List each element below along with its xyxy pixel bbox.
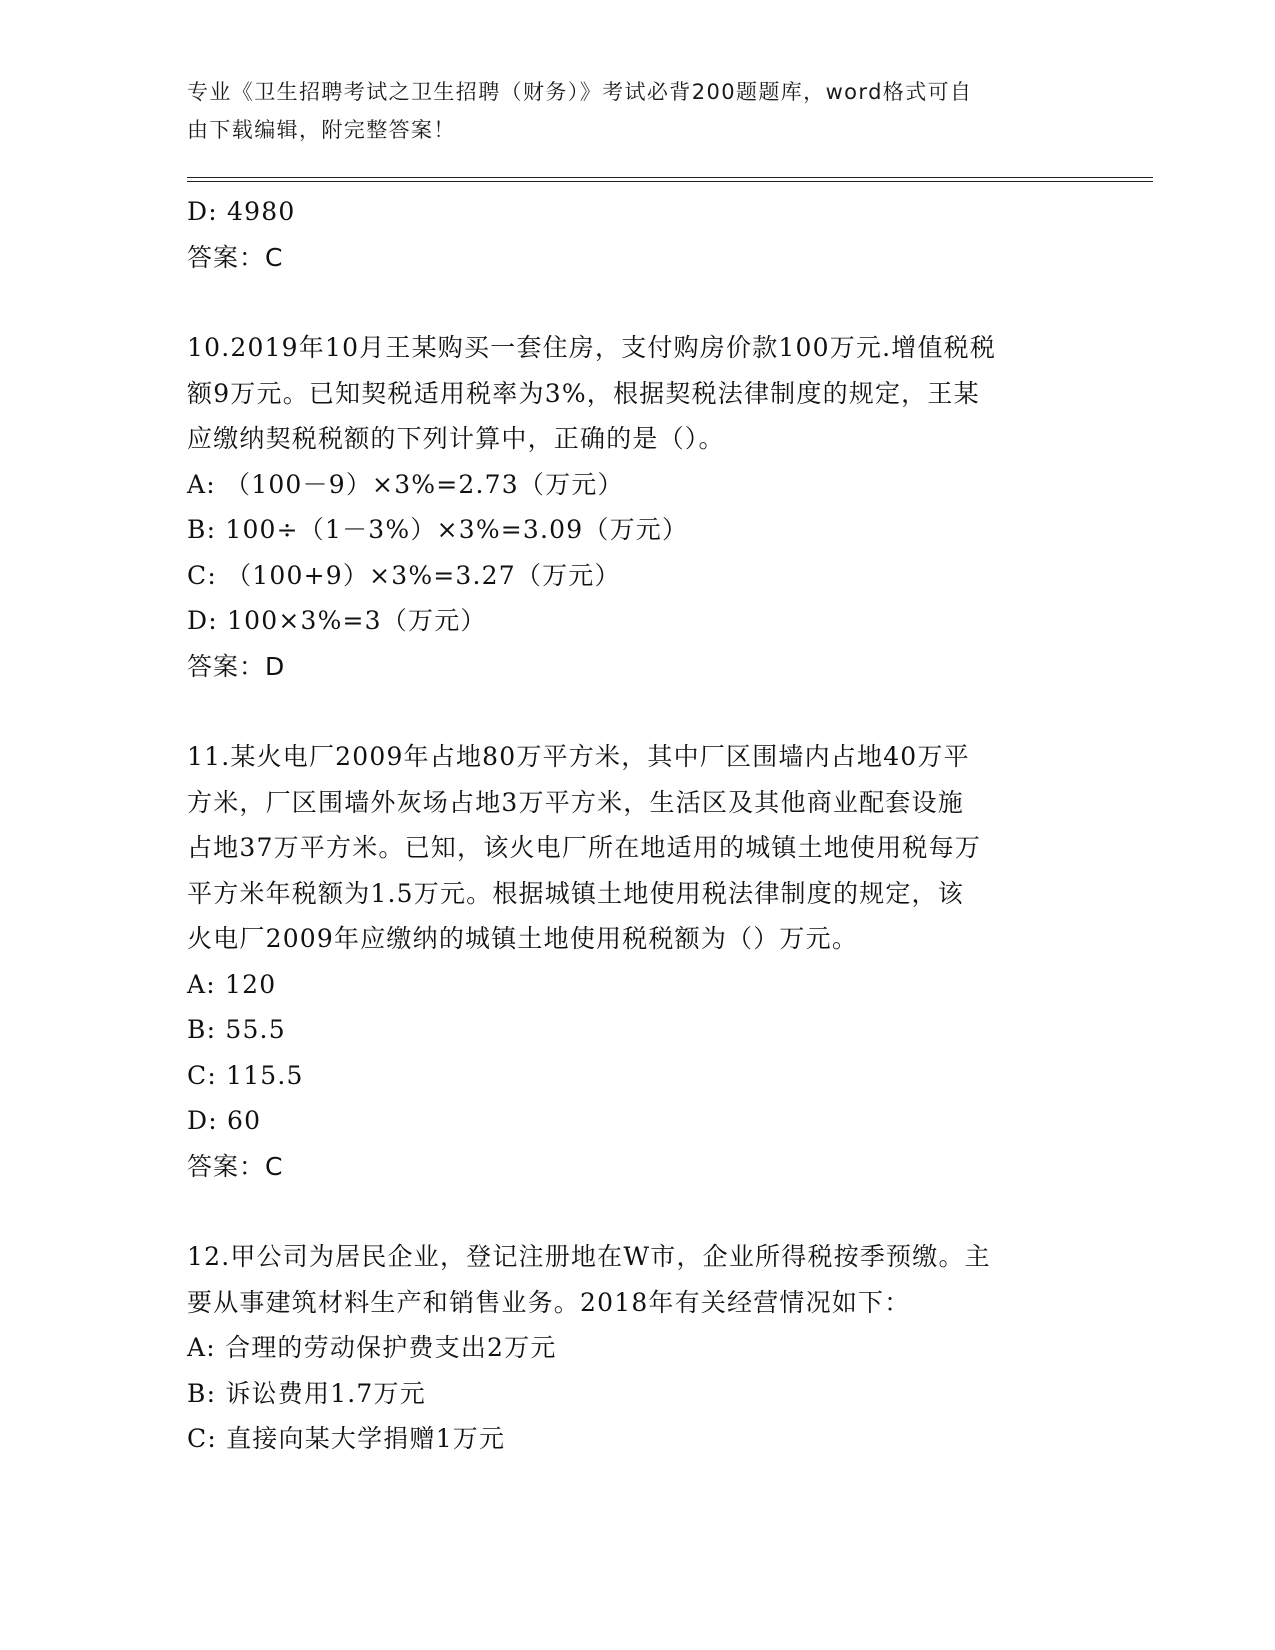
q12-option-a: A: 合理的劳动保护费支出2万元 [187,1333,557,1362]
document-body [187,189,1087,1462]
q11-stem-line-4: 平方米年税额为1.5万元。根据城镇土地使用税法律制度的规定，该 [187,878,964,908]
q10-stem [187,325,1087,462]
question-10 [187,325,1087,689]
q10-answer: 答案：D [187,651,286,681]
q11-stem [187,734,1087,962]
q10-stem-line-1: 10.2019年10月王某购买一套住房，支付购房价款100万元.增值税税 [187,333,997,362]
q11-stem-line-2: 方米，厂区围墙外灰场占地3万平方米，生活区及其他商业配套设施 [187,787,964,817]
q10-option-d: D: 100×3%=3（万元） [187,606,487,635]
spacer [187,1189,1087,1234]
q11-answer: 答案：C [187,1151,284,1181]
question-12 [187,1234,1087,1462]
q10-option-a: A: （100－9）×3%=2.73（万元） [187,469,624,499]
q9-answer: 答案：C [187,242,284,272]
header-rule-bottom [187,181,1153,182]
q11-stem-line-1: 11.某火电厂2009年占地80万平方米，其中厂区围墙内占地40万平 [187,742,970,771]
q12-stem [187,1234,1087,1325]
header-rule-top [187,177,1153,178]
q12-option-b: B: 诉讼费用1.7万元 [187,1378,426,1408]
question-9-tail [187,189,1087,280]
header-title-line-2: 由下载编辑，附完整答案！ [187,118,456,142]
document-header [187,73,1067,149]
q10-stem-line-2: 额9万元。已知契税适用税率为3%，根据契税法律制度的规定，王某 [187,378,980,408]
q11-stem-line-3: 占地37万平方米。已知，该火电厂所在地适用的城镇土地使用税每万 [187,833,982,862]
spacer [187,280,1087,325]
q11-option-d: D: 60 [187,1106,262,1135]
spacer [187,689,1087,734]
question-11 [187,734,1087,1189]
header-title-line-1: 专业《卫生招聘考试之卫生招聘（财务）》考试必背200题题库，word格式可自 [187,80,973,104]
q11-stem-line-5: 火电厂2009年应缴纳的城镇土地使用税税额为（）万元。 [187,924,859,953]
q12-stem-line-2: 要从事建筑材料生产和销售业务。2018年有关经营情况如下： [187,1287,911,1317]
q12-option-c: C: 直接向某大学捐赠1万元 [187,1424,506,1453]
q11-option-b: B: 55.5 [187,1015,286,1044]
q10-option-c: C: （100+9）×3%=3.27（万元） [187,560,621,590]
q10-stem-line-3: 应缴纳契税税额的下列计算中，正确的是（）。 [187,424,725,453]
q10-option-b: B: 100÷（1－3%）×3%=3.09（万元） [187,515,689,544]
q9-option-d: D: 4980 [187,197,296,226]
q11-option-c: C: 115.5 [187,1060,304,1090]
q12-stem-line-1: 12.甲公司为居民企业，登记注册地在W市，企业所得税按季预缴。主 [187,1242,991,1271]
q11-option-a: A: 120 [187,969,277,999]
